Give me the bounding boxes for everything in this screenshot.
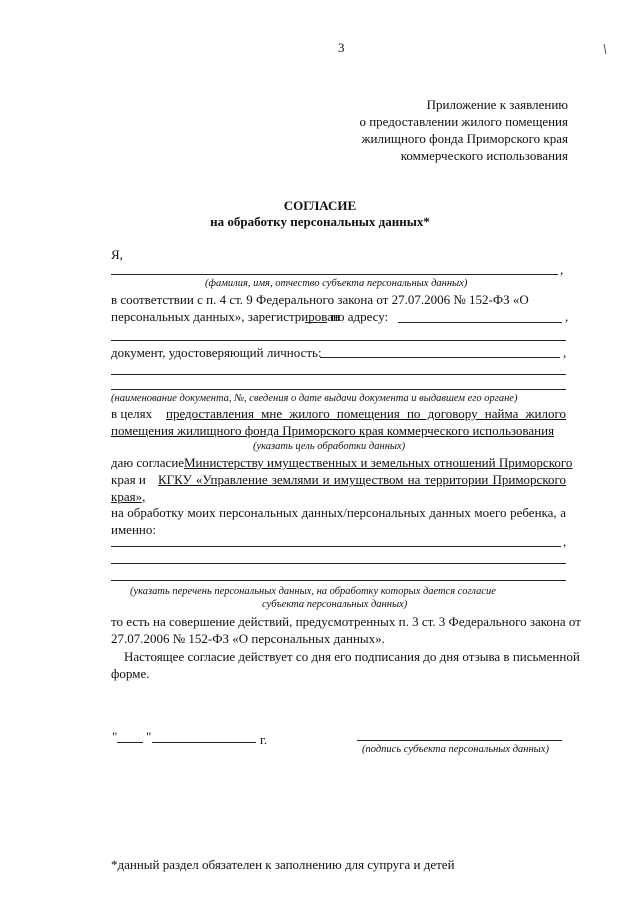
purpose-hint: (указать цель обработки данных) — [253, 441, 406, 452]
comma: , — [565, 309, 569, 324]
signature-hint: (подпись субъекта персональных данных) — [362, 744, 549, 755]
identity-document-hint: (наименование документа, №, сведения о дате выдачи документа и выдавшем его органе) — [111, 393, 518, 404]
consent-organization-3: края», — [111, 489, 146, 504]
header-line-4: коммерческого использования — [400, 148, 568, 163]
law-reference-line-2: персональных данных», зарегистрирован — [111, 309, 340, 324]
page-number: 3 — [338, 40, 345, 55]
purpose-text-line-2: помещения жилищного фонда Приморского края коммерческого использования — [111, 423, 555, 438]
law-reference-line-1: в соответствии с п. 4 ст. 9 Федерального закона от 27.07.2006 № 152-ФЗ «О — [111, 292, 529, 307]
identity-document-field-line-3[interactable] — [111, 389, 566, 390]
address-label: по адресу: — [331, 309, 389, 324]
comma: , — [563, 534, 567, 549]
footnote: *данный раздел обязателен к заполнению для супруга и детей — [111, 857, 455, 872]
purpose-prefix: в целях — [111, 406, 153, 421]
validity-text-line-1: Настоящее согласие действует со дня его подписания до дня отзыва в письменной — [124, 649, 580, 664]
comma: , — [560, 262, 564, 277]
date-month-year-field-line[interactable] — [152, 742, 256, 743]
identity-document-field-line-2[interactable] — [111, 374, 566, 375]
consent-organization-1: Министерству имущественных и земельных отношений Приморского — [184, 455, 573, 470]
data-list-field-line-1[interactable] — [111, 546, 561, 547]
date-day-field-line[interactable] — [117, 742, 143, 743]
date-close-quote: " — [146, 729, 152, 744]
consent-prefix: даю согласие — [111, 455, 185, 470]
ya-label: Я, — [111, 247, 123, 262]
processing-text-line-2: именно: — [111, 522, 156, 537]
data-list-field-line-2[interactable] — [111, 563, 566, 564]
fio-hint: (фамилия, имя, отчество субъекта персональных данных) — [205, 278, 468, 289]
gender-suffix-line[interactable] — [305, 322, 327, 323]
processing-text-line-1: на обработку моих персональных данных/персональных данных моего ребенка, а — [111, 505, 566, 520]
date-open-quote: " — [112, 729, 118, 744]
year-suffix: г. — [260, 732, 268, 747]
data-list-field-line-3[interactable] — [111, 580, 566, 581]
identity-document-field-line[interactable] — [320, 357, 560, 358]
scan-mark-graphic — [590, 18, 630, 62]
header-line-2: о предоставлении жилого помещения — [359, 114, 568, 129]
document-title: СОГЛАСИЕ — [283, 198, 357, 213]
address-field-line[interactable] — [398, 322, 562, 323]
actions-text-line-2: 27.07.2006 № 152-ФЗ «О персональных данных». — [111, 631, 385, 646]
data-list-hint-line-1: (указать перечень персональных данных, на обработку которых дается согласие — [130, 586, 496, 597]
consent-line-2-prefix: края и — [111, 472, 146, 487]
address-field-line-2[interactable] — [111, 340, 566, 341]
header-line-1: Приложение к заявлению — [426, 97, 568, 112]
validity-text-line-2: форме. — [111, 666, 150, 681]
identity-document-label: документ, удостоверяющий личность: — [111, 345, 322, 360]
signature-field-line[interactable] — [357, 740, 562, 741]
consent-organization-2: КГКУ «Управление землями и имуществом на территории Приморского — [158, 472, 566, 487]
header-line-3: жилищного фонда Приморского края — [361, 131, 568, 146]
document-subtitle: на обработку персональных данных* — [210, 214, 430, 229]
data-list-hint-line-2: субъекта персональных данных) — [262, 599, 408, 610]
comma: , — [563, 345, 567, 360]
purpose-text-line-1: предоставления мне жилого помещения по договору найма жилого — [166, 406, 566, 421]
actions-text-line-1: то есть на совершение действий, предусмотренных п. 3 ст. 3 Федерального закона от — [111, 614, 581, 629]
fio-field-line[interactable] — [111, 274, 558, 275]
